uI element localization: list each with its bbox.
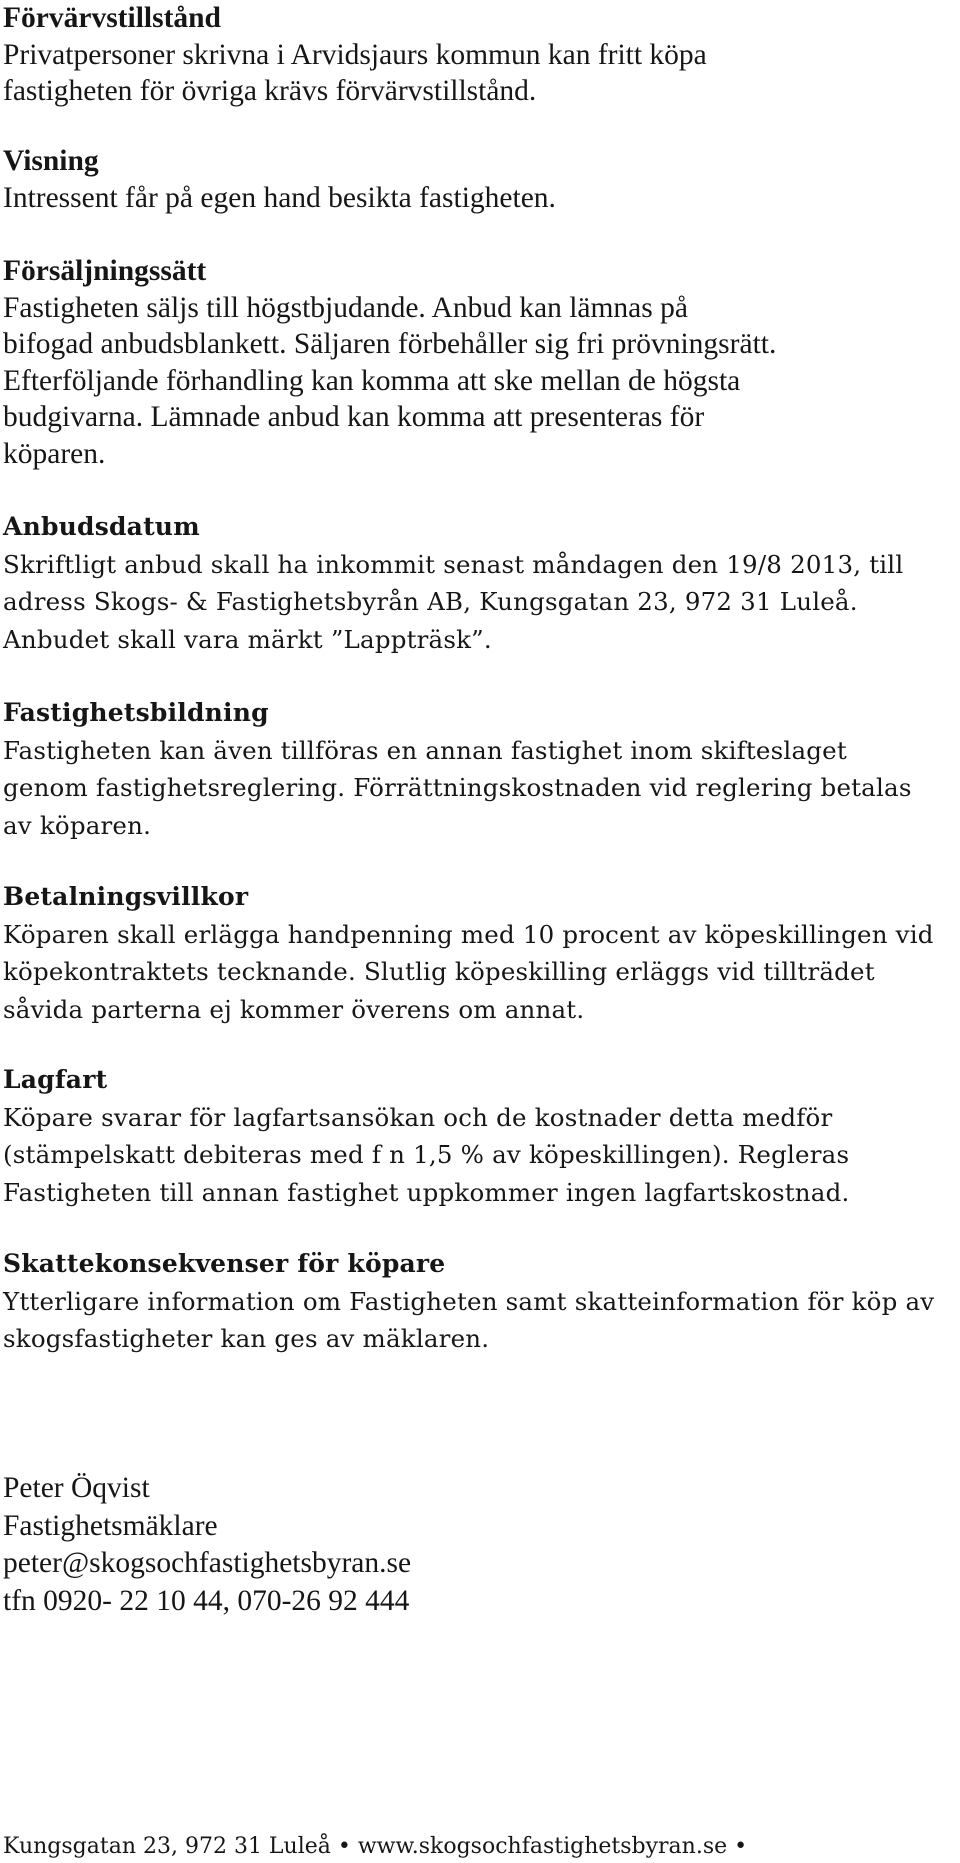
agent-name: Peter Öqvist xyxy=(3,1472,150,1504)
section-body: Fastigheten säljs till högstbjudande. Anbud kan lämnas på bifogad anbudsblankett. Säljaren förbehåller sig fri prövningsrätt. Efterföljande förhandling kan komma att ske mellan de högsta budgivarna. Lämnade anbud kan komma att presenteras för köparen. xyxy=(3,291,777,470)
section-heading: Förvärvstillstånd xyxy=(3,2,221,34)
section-heading: Skattekonsekvenser för köpare xyxy=(3,1249,446,1278)
section-betalningsvillkor xyxy=(3,878,958,1028)
agent-email[interactable]: peter@skogsochfastighetsbyran.se xyxy=(3,1547,412,1579)
section-forvarvstillstand xyxy=(3,0,958,110)
section-body: Privatpersoner skrivna i Arvidsjaurs kommun kan fritt köpa fastigheten för övriga krävs förvärvstillstånd. xyxy=(3,38,707,107)
section-heading: Anbudsdatum xyxy=(3,512,200,541)
agent-phone: tfn 0920- 22 10 44, 070-26 92 444 xyxy=(3,1584,410,1617)
section-body: Skriftligt anbud skall ha inkommit senast måndagen den 19/8 2013, till adress Skogs- & Fastighetsbyrån AB, Kungsgatan 23, 972 31 Luleå. Anbudet skall vara märkt ”Lappträsk”. xyxy=(3,549,904,654)
section-heading: Försäljningssätt xyxy=(3,255,207,287)
section-heading: Lagfart xyxy=(3,1065,108,1094)
section-body: Intressent får på egen hand besikta fastigheten. xyxy=(3,181,556,214)
section-heading: Fastighetsbildning xyxy=(3,698,269,727)
section-forsaljningssatt xyxy=(3,253,958,472)
signature-block xyxy=(3,1470,958,1620)
section-body: Köparen skall erlägga handpenning med 10 procent av köpeskillingen vid köpekontraktets tecknande. Slutlig köpeskilling erläggs vid tillträdet såvida parterna ej kommer överens om annat. xyxy=(3,919,934,1024)
section-heading: Visning xyxy=(3,145,99,177)
section-body: Fastigheten kan även tillföras en annan fastighet inom skifteslaget genom fastighetsreglering. Förrättningskostnaden vid reglering betalas av köparen. xyxy=(3,735,912,840)
section-heading: Betalningsvillkor xyxy=(3,882,249,911)
footer-address: Kungsgatan 23, 972 31 Luleå • www.skogsochfastighetsbyran.se • xyxy=(3,1834,748,1859)
section-fastighetsbildning xyxy=(3,694,958,844)
agent-title: Fastighetsmäklare xyxy=(3,1509,218,1542)
section-anbudsdatum xyxy=(3,508,958,658)
section-visning xyxy=(3,143,958,216)
section-body: Köpare svarar för lagfartsansökan och de kostnader detta medför (stämpelskatt debiteras med f n 1,5 % av köpeskillingen). Regleras Fastigheten till annan fastighet uppkommer ingen lagfartskostnad. xyxy=(3,1102,850,1207)
section-skattekonsekvenser xyxy=(3,1245,958,1358)
section-lagfart xyxy=(3,1061,958,1211)
section-body: Ytterligare information om Fastigheten samt skatteinformation för köp av skogsfastigheter kan ges av mäklaren. xyxy=(3,1286,935,1353)
